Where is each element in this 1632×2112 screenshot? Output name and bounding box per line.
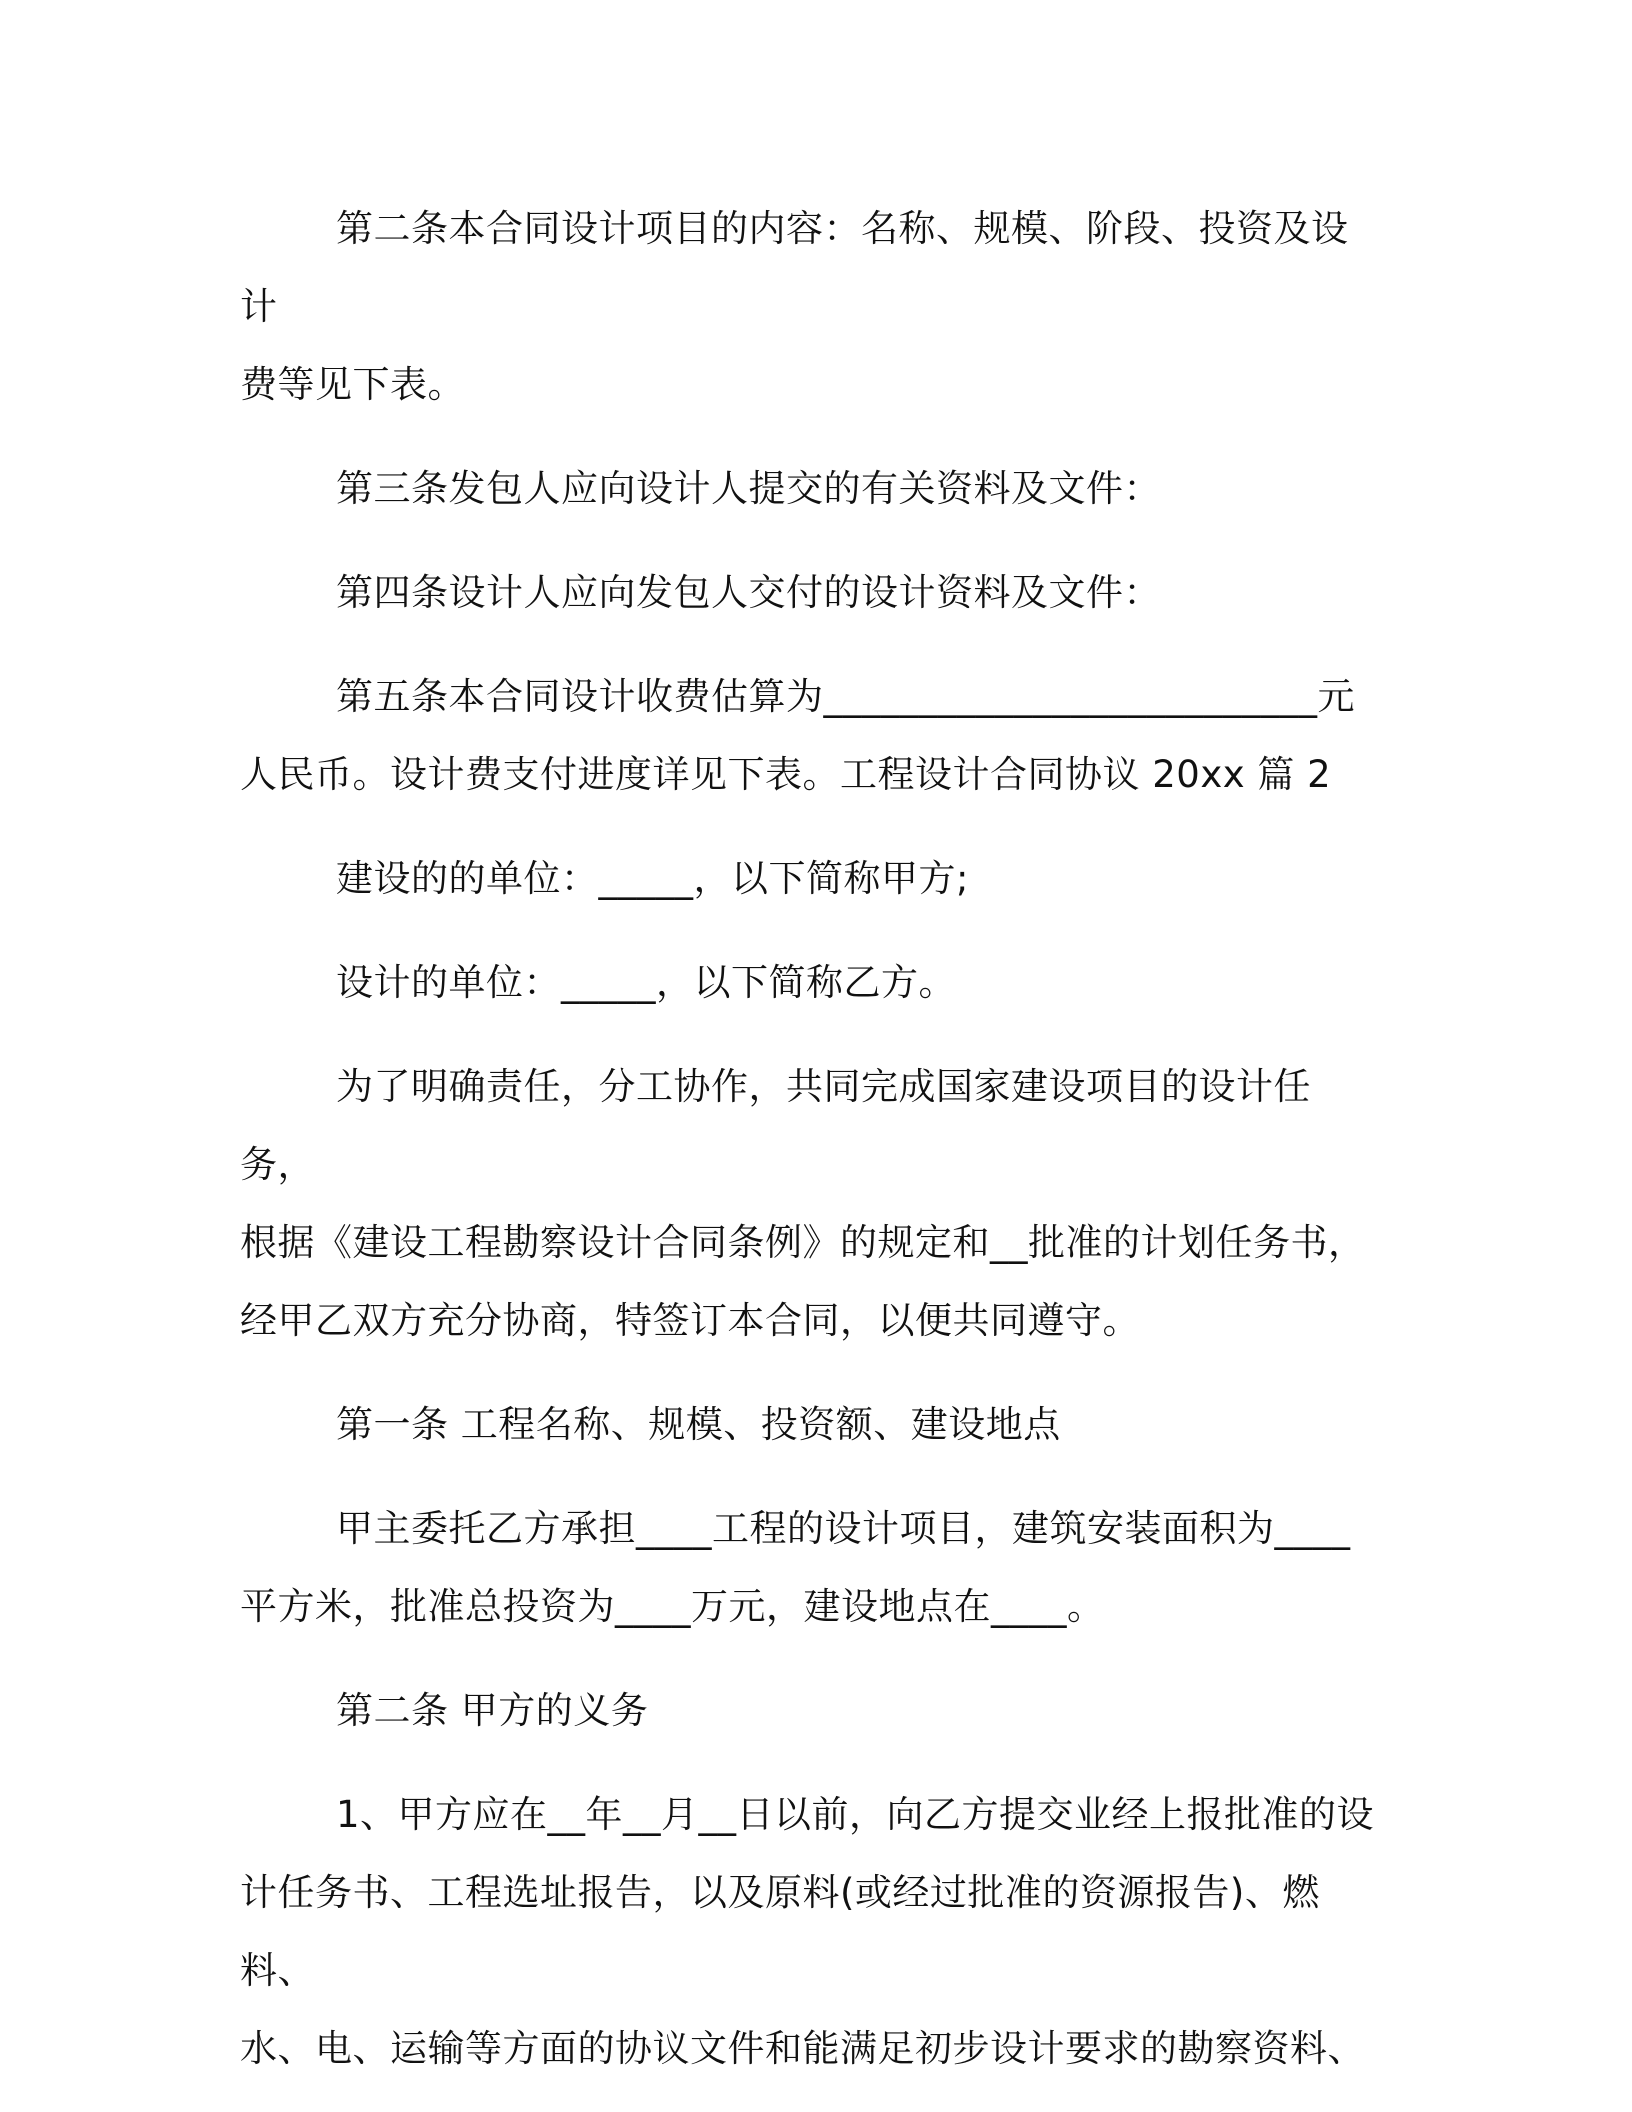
text-line: 为了明确责任，分工协作，共同完成国家建设项目的设计任务， — [240, 1065, 1311, 1186]
text-line: 经甲乙双方充分协商，特签订本合同，以便共同遵守。 — [240, 1299, 1140, 1342]
paragraph-party-a — [240, 840, 1375, 918]
paragraph-article-4-designer-deliverables — [240, 554, 1375, 632]
document-body — [240, 190, 1375, 2088]
text-line: 第五条本合同设计收费估算为__________________________元 — [336, 675, 1355, 718]
paragraph-article-3-client-documents — [240, 450, 1375, 528]
text-line: 人民币。设计费支付进度详见下表。工程设计合同协议 20xx 篇 2 — [240, 753, 1332, 796]
paragraph-preamble — [240, 1048, 1375, 1360]
text-line: 建设的的单位：_____，以下简称甲方; — [336, 857, 969, 900]
paragraph-article-1-body — [240, 1490, 1375, 1646]
paragraph-party-b — [240, 944, 1375, 1022]
text-line: 第一条 工程名称、规模、投资额、建设地点 — [336, 1403, 1061, 1446]
text-line: 甲主委托乙方承担____工程的设计项目，建筑安装面积为____ — [336, 1507, 1351, 1550]
text-line: 根据《建设工程勘察设计合同条例》的规定和__批准的计划任务书， — [240, 1221, 1366, 1264]
paragraph-article-2-design-content — [240, 190, 1375, 424]
paragraph-article-2-item-1 — [240, 1776, 1375, 2088]
text-line: 平方米，批准总投资为____万元，建设地点在____。 — [240, 1585, 1105, 1628]
text-line: 第二条 甲方的义务 — [336, 1689, 649, 1732]
text-line: 第二条本合同设计项目的内容：名称、规模、阶段、投资及设计 — [240, 207, 1349, 328]
text-line: 第三条发包人应向设计人提交的有关资料及文件： — [336, 467, 1161, 510]
text-line: 费等见下表。 — [240, 363, 465, 406]
paragraph-article-5-fee-estimate — [240, 658, 1375, 814]
paragraph-article-2-heading — [240, 1672, 1375, 1750]
text-line: 计任务书、工程选址报告，以及原料(或经过批准的资源报告)、燃料、 — [240, 1871, 1320, 1992]
text-line: 第四条设计人应向发包人交付的设计资料及文件： — [336, 571, 1161, 614]
text-line: 水、电、运输等方面的协议文件和能满足初步设计要求的勘察资料、 — [240, 2027, 1365, 2070]
paragraph-article-1-heading — [240, 1386, 1375, 1464]
text-line: 设计的单位：_____，以下简称乙方。 — [336, 961, 956, 1004]
text-line: 1、甲方应在__年__月__日以前，向乙方提交业经上报批准的设 — [336, 1793, 1375, 1836]
